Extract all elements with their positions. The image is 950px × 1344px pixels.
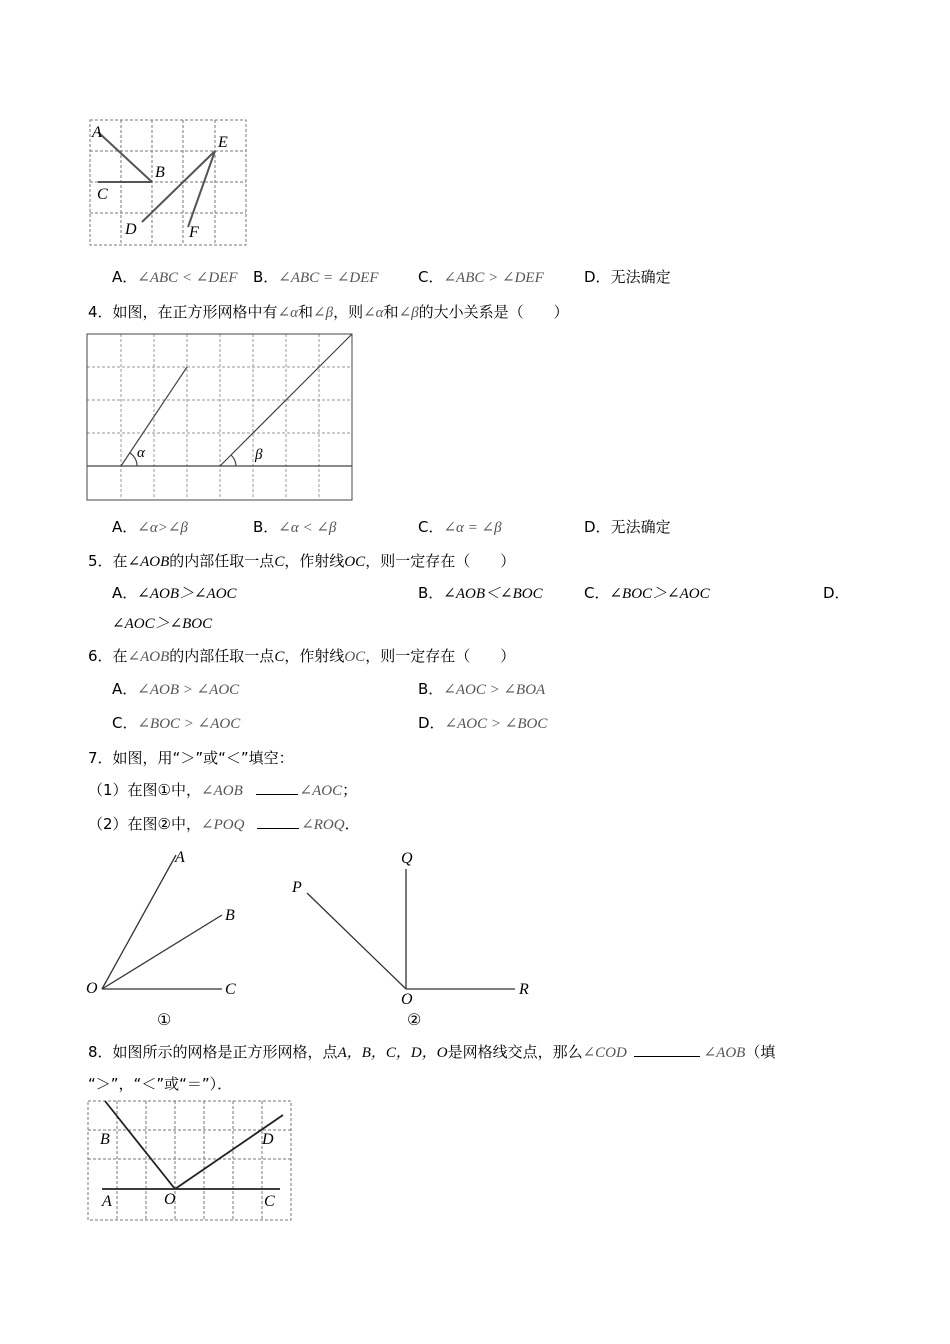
q7-fig2-caption: ② [407, 1012, 422, 1029]
q4-option-a[interactable]: A．∠α>∠β [112, 518, 188, 536]
q3-option-a[interactable]: A．∠ABC < ∠DEF [112, 268, 238, 286]
q8-label-o: O [164, 1191, 176, 1208]
q7-sub2: （2）在图②中，∠POQ ∠ROQ． [88, 815, 360, 833]
q3-label-b: B [155, 164, 165, 181]
q3-label-d: D [125, 221, 137, 238]
q8-blank[interactable] [634, 1042, 700, 1057]
q6-option-d[interactable]: D．∠AOC > ∠BOC [418, 714, 548, 732]
q4-stem: 4．如图，在正方形网格中有∠α和∠β，则∠α和∠β的大小关系是（ ） [88, 303, 569, 321]
q6-stem: 6．在∠AOB的内部任取一点C，作射线OC，则一定存在（ ） [88, 647, 516, 665]
q8-grid-figure [85, 1098, 295, 1223]
q5-option-b[interactable]: B．∠AOB＜∠BOC [418, 584, 543, 602]
q3-option-c[interactable]: C．∠ABC > ∠DEF [418, 268, 544, 286]
q4-label-beta: β [255, 447, 263, 463]
q3-label-e: E [218, 134, 228, 151]
q5-option-d-letter[interactable]: D． [823, 584, 850, 602]
q7-stem: 7．如图，用“＞”或“＜”填空： [88, 749, 294, 767]
q6-option-c[interactable]: C．∠BOC > ∠AOC [112, 714, 241, 732]
q5-stem: 5．在∠AOB的内部任取一点C，作射线OC，则一定存在（ ） [88, 552, 516, 570]
q8-label-c: C [264, 1193, 275, 1210]
q4-option-b[interactable]: B．∠α < ∠β [253, 518, 337, 536]
q3-label-a: A [92, 124, 102, 141]
q3-option-d[interactable]: D．无法确定 [584, 268, 671, 286]
q7-fig1-label-b: B [225, 907, 235, 924]
q7-fig1-label-o: O [86, 980, 98, 997]
q4-label-alpha: α [137, 445, 145, 461]
q5-option-a[interactable]: A．∠AOB＞∠AOC [112, 584, 237, 602]
q7-sub1: （1）在图①中，∠AOB ∠AOC； [88, 781, 358, 799]
q4-option-c[interactable]: C．∠α = ∠β [418, 518, 502, 536]
q8-label-a: A [102, 1193, 112, 1210]
q7-figure-1 [82, 845, 252, 1030]
q8-stem-line2: “＞”，“＜”或“＝”）． [88, 1075, 233, 1093]
q8-label-d: D [262, 1131, 274, 1148]
q4-grid-figure [86, 333, 356, 503]
q5-option-d-text[interactable]: ∠AOC＞∠BOC [112, 616, 213, 632]
q7-fig1-label-a: A [175, 849, 185, 866]
q3-option-b[interactable]: B．∠ABC = ∠DEF [253, 268, 379, 286]
q7-fig1-label-c: C [225, 981, 236, 998]
q4-option-d[interactable]: D．无法确定 [584, 518, 671, 536]
q7-fig2-label-r: R [519, 981, 529, 998]
q5-option-c[interactable]: C．∠BOC＞∠AOC [584, 584, 710, 602]
q6-option-b[interactable]: B．∠AOC > ∠BOA [418, 680, 546, 698]
q7-sub2-blank[interactable] [257, 814, 299, 829]
q7-fig2-label-o: O [401, 991, 413, 1008]
q6-option-a[interactable]: A．∠AOB > ∠AOC [112, 680, 240, 698]
q8-label-b: B [100, 1131, 110, 1148]
q7-fig1-caption: ① [157, 1012, 172, 1029]
q7-fig2-label-q: Q [401, 850, 413, 867]
q7-fig2-label-p: P [292, 879, 302, 896]
q8-stem-line1: 8．如图所示的网格是正方形网格，点A，B，C，D，O是网格线交点，那么∠COD ∠AOB（填 [88, 1043, 776, 1061]
q7-figure-2 [285, 845, 545, 1030]
q3-label-c: C [97, 186, 108, 203]
q3-label-f: F [189, 224, 199, 241]
q3-grid-figure [85, 115, 255, 255]
q7-sub1-blank[interactable] [256, 780, 298, 795]
